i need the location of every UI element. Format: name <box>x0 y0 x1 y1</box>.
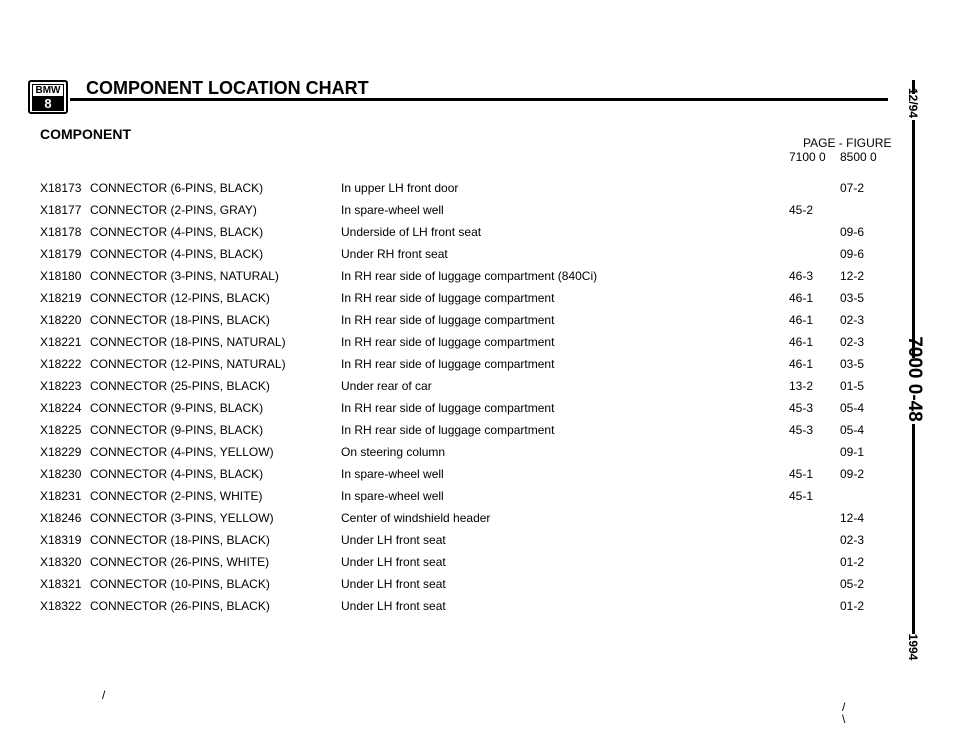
table-row <box>0 423 900 441</box>
row-page-8500: 07-2 <box>840 181 865 195</box>
row-id: X18180 <box>40 269 82 283</box>
bmw-logo <box>28 80 68 114</box>
table-row <box>0 225 900 243</box>
row-description: CONNECTOR (2-PINS, WHITE) <box>90 489 263 503</box>
row-id: X18222 <box>40 357 82 371</box>
component-heading: COMPONENT <box>40 126 131 142</box>
row-page-7100: 46-1 <box>789 291 814 305</box>
row-page-8500: 12-4 <box>840 511 865 525</box>
row-description: CONNECTOR (9-PINS, BLACK) <box>90 401 264 415</box>
row-page-8500: 03-5 <box>840 291 865 305</box>
row-id: X18230 <box>40 467 82 481</box>
row-page-8500: 05-2 <box>840 577 865 591</box>
row-id: X18246 <box>40 511 82 525</box>
table-row <box>0 181 900 199</box>
row-location: In RH rear side of luggage compartment <box>341 335 555 349</box>
row-id: X18219 <box>40 291 82 305</box>
row-location: In spare-wheel well <box>341 467 444 481</box>
table-row <box>0 467 900 485</box>
row-id: X18322 <box>40 599 82 613</box>
row-page-8500: 12-2 <box>840 269 865 283</box>
row-page-7100: 13-2 <box>789 379 814 393</box>
row-id: X18231 <box>40 489 82 503</box>
row-description: CONNECTOR (18-PINS, NATURAL) <box>90 335 286 349</box>
row-location: Under LH front seat <box>341 599 446 613</box>
row-page-7100: 46-1 <box>789 335 814 349</box>
table-row <box>0 203 900 221</box>
row-description: CONNECTOR (12-PINS, BLACK) <box>90 291 270 305</box>
row-page-7100: 45-3 <box>789 401 814 415</box>
stray-mark-right-b: \ <box>842 712 846 726</box>
table-row <box>0 599 900 617</box>
row-location: In RH rear side of luggage compartment <box>341 291 555 305</box>
title-underline <box>70 98 888 101</box>
row-location: In RH rear side of luggage compartment <box>341 401 555 415</box>
row-description: CONNECTOR (3-PINS, NATURAL) <box>90 269 279 283</box>
table-row <box>0 555 900 573</box>
row-page-8500: 02-3 <box>840 533 865 547</box>
side-rule-upper <box>912 120 915 358</box>
table-row <box>0 489 900 507</box>
row-description: CONNECTOR (25-PINS, BLACK) <box>90 379 270 393</box>
side-year: 1994 <box>906 633 920 661</box>
row-description: CONNECTOR (4-PINS, BLACK) <box>90 247 264 261</box>
table-row <box>0 335 900 353</box>
row-page-8500: 09-6 <box>840 247 865 261</box>
row-location: Under LH front seat <box>341 555 446 569</box>
row-id: X18179 <box>40 247 82 261</box>
table-row <box>0 577 900 595</box>
row-page-8500: 09-2 <box>840 467 865 481</box>
page-title: COMPONENT LOCATION CHART <box>86 78 369 98</box>
table-row <box>0 269 900 287</box>
table-row <box>0 247 900 265</box>
row-page-8500: 03-5 <box>840 357 865 371</box>
row-location: Underside of LH front seat <box>341 225 482 239</box>
row-location: Under LH front seat <box>341 577 446 591</box>
row-page-8500: 02-3 <box>840 313 865 327</box>
row-location: Under LH front seat <box>341 533 446 547</box>
row-location: In RH rear side of luggage compartment <box>341 357 555 371</box>
row-page-7100: 45-1 <box>789 467 814 481</box>
table-row <box>0 313 900 331</box>
row-id: X18321 <box>40 577 82 591</box>
row-id: X18221 <box>40 335 82 349</box>
row-location: In spare-wheel well <box>341 489 444 503</box>
row-id: X18224 <box>40 401 82 415</box>
stray-mark-right-a: / <box>842 700 846 714</box>
page-figure-heading: PAGE - FIGURE <box>803 136 892 150</box>
row-page-7100: 46-1 <box>789 313 814 327</box>
row-page-8500: 02-3 <box>840 335 865 349</box>
row-page-7100: 45-3 <box>789 423 814 437</box>
row-page-7100: 45-1 <box>789 489 814 503</box>
row-id: X18173 <box>40 181 82 195</box>
row-description: CONNECTOR (10-PINS, BLACK) <box>90 577 270 591</box>
logo-series-number: 8 <box>32 96 64 111</box>
row-location: Center of windshield header <box>341 511 491 525</box>
row-page-8500: 01-2 <box>840 555 865 569</box>
table-row <box>0 379 900 397</box>
side-page-number: 7000 0-48 <box>904 336 925 422</box>
row-location: In upper LH front door <box>341 181 459 195</box>
row-description: CONNECTOR (4-PINS, BLACK) <box>90 225 264 239</box>
row-location: Under rear of car <box>341 379 432 393</box>
row-page-8500: 09-1 <box>840 445 865 459</box>
row-page-7100: 45-2 <box>789 203 814 217</box>
stray-mark-left: / <box>102 688 106 702</box>
table-row <box>0 533 900 551</box>
row-description: CONNECTOR (3-PINS, YELLOW) <box>90 511 274 525</box>
page-subheading-8500: 8500 0 <box>840 150 877 164</box>
page-subheading-7100: 7100 0 <box>789 150 826 164</box>
row-page-7100: 46-1 <box>789 357 814 371</box>
table-row <box>0 291 900 309</box>
row-id: X18178 <box>40 225 82 239</box>
row-description: CONNECTOR (12-PINS, NATURAL) <box>90 357 286 371</box>
table-row <box>0 511 900 529</box>
row-description: CONNECTOR (26-PINS, BLACK) <box>90 599 270 613</box>
side-date: 12/94 <box>906 87 920 119</box>
row-page-8500: 05-4 <box>840 423 865 437</box>
row-description: CONNECTOR (26-PINS, WHITE) <box>90 555 270 569</box>
row-id: X18225 <box>40 423 82 437</box>
row-page-8500: 01-2 <box>840 599 865 613</box>
row-description: CONNECTOR (9-PINS, BLACK) <box>90 423 264 437</box>
row-location: In RH rear side of luggage compartment (840Ci) <box>341 269 598 283</box>
row-page-8500: 09-6 <box>840 225 865 239</box>
row-description: CONNECTOR (18-PINS, BLACK) <box>90 313 270 327</box>
row-location: In RH rear side of luggage compartment <box>341 423 555 437</box>
row-description: CONNECTOR (6-PINS, BLACK) <box>90 181 264 195</box>
table-row <box>0 357 900 375</box>
row-page-7100: 46-3 <box>789 269 814 283</box>
logo-bmw-text: BMW <box>32 84 64 97</box>
row-id: X18319 <box>40 533 82 547</box>
row-location: In spare-wheel well <box>341 203 444 217</box>
table-row <box>0 445 900 463</box>
side-rule-lower <box>912 424 915 634</box>
row-id: X18177 <box>40 203 82 217</box>
row-description: CONNECTOR (4-PINS, BLACK) <box>90 467 264 481</box>
row-id: X18223 <box>40 379 82 393</box>
row-description: CONNECTOR (4-PINS, YELLOW) <box>90 445 274 459</box>
row-id: X18229 <box>40 445 82 459</box>
row-id: X18220 <box>40 313 82 327</box>
row-location: Under RH front seat <box>341 247 448 261</box>
row-location: In RH rear side of luggage compartment <box>341 313 555 327</box>
row-location: On steering column <box>341 445 446 459</box>
row-page-8500: 01-5 <box>840 379 865 393</box>
row-page-8500: 05-4 <box>840 401 865 415</box>
row-description: CONNECTOR (2-PINS, GRAY) <box>90 203 257 217</box>
row-description: CONNECTOR (18-PINS, BLACK) <box>90 533 270 547</box>
table-row <box>0 401 900 419</box>
row-id: X18320 <box>40 555 82 569</box>
